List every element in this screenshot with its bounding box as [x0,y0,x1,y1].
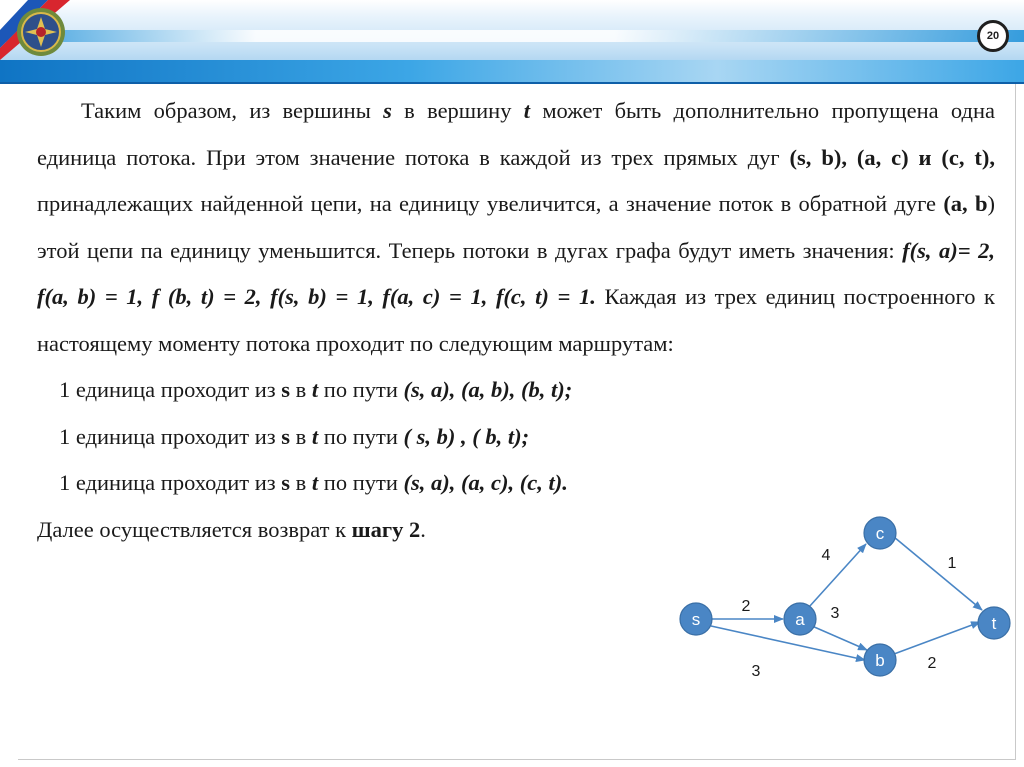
text-run: t [311,377,319,402]
node-c-label: c [875,524,885,543]
emblem-icon [16,4,66,60]
header-band [0,60,1024,84]
node-a [784,603,816,635]
text-run: (s, b), (a, c) и (c, t), [789,144,995,170]
text-run: f(s, a)= 2, f(a, b) = 1, f (b, t) = 2, f(s, b) = 1, f(a, c) = 1, f(c, t) = 1. [37,237,996,309]
node-t [978,607,1010,639]
text-run: (s, a), (a, c), (c, t). [403,470,568,495]
text-run: 1 единица проходит из [59,423,282,449]
text-run: в [290,423,312,449]
text-run: 1 единица проходит из [59,377,282,402]
node-s [680,603,712,635]
edge-label-b-t: 2 [927,655,937,672]
edge-label-a-c: 4 [821,547,831,564]
text-run: ) этой цепи па единицу уменьшится. Теперь потоки в дугах графа будут иметь значения: [37,191,996,263]
edge-b-t [894,622,980,654]
edge-a-b [812,626,867,650]
text-run: в [290,470,312,495]
slide-number-badge: 20 [977,20,1009,52]
text-run: в [290,377,312,402]
text-run: s [383,98,392,123]
edge-label-s-a: 2 [741,598,751,615]
edge-s-b [711,626,865,660]
edge-label-c-t: 1 [947,555,957,572]
text-run: t [523,98,531,123]
text-run: принадлежащих найденной цепи, на единицу увеличится, а значение поток в обратной дуге [37,191,944,216]
paragraph-main [37,88,995,367]
text-run: (s, a), (a, b), (b, t); [403,377,573,402]
text-run: s [281,470,291,495]
edge-a-c [809,544,866,607]
text-run: s [281,423,291,449]
route-line-2 [37,414,995,461]
header-swoosh [0,30,1024,42]
text-run: Таким образом, из вершины [81,98,384,123]
edge-label-a-b: 3 [830,605,840,622]
text-run: по пути [318,470,404,495]
node-c [864,517,896,549]
text-run: (a, b [943,191,988,216]
node-a-label: a [795,610,805,629]
text-run: s [281,377,291,402]
edge-c-t [894,537,982,610]
node-s-label: s [691,610,701,629]
text-run: ( s, b) , ( b, t); [403,423,530,449]
text-run: Далее осуществляется возврат к [37,516,352,542]
text-run: в вершину [391,98,524,123]
text-run: Каждая из трех единиц построенного к настоящему моменту потока проходит по следующим маршрутам: [37,284,995,356]
flow-graph [660,500,1020,700]
header-banner [0,0,1024,84]
text-run: по пути [318,377,404,402]
text-run: t [311,470,319,495]
text-run: шагу 2 [351,516,421,542]
slide-body [37,88,995,553]
text-run: может быть дополнительно пропущена одна единица потока. При этом значение потока в каждой из трех прямых дуг [37,98,995,170]
text-run: . [420,516,426,542]
text-run: по пути [318,423,404,449]
edge-label-s-b: 3 [751,663,761,680]
node-t-label: t [991,614,997,633]
node-b-label: b [875,651,885,670]
route-line-1 [37,367,995,414]
text-run: t [311,423,319,449]
text-run: 1 единица проходит из [59,470,282,495]
node-b [864,644,896,676]
